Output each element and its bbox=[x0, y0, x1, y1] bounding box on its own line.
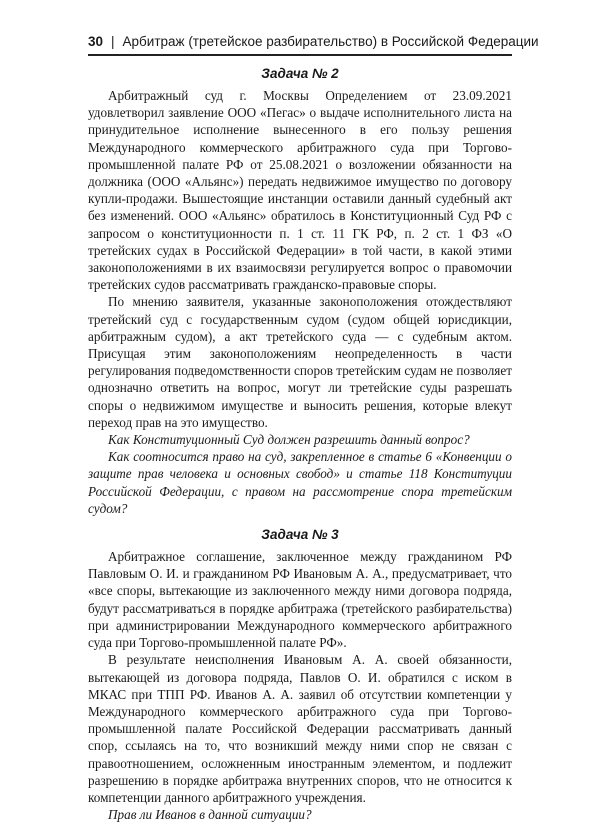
page-number: 30 bbox=[88, 34, 104, 49]
header-separator: | bbox=[111, 34, 115, 49]
task-3-question-1: Прав ли Иванов в данной ситуации? bbox=[108, 807, 312, 823]
task-2-question-2: Как соотносится право на суд, закрепленное в статье 6 «Конвенции о защите прав человека и основных свобод» и статье 118 Конституции Российской Федерации, с правом на рассмотрение спора третейским судом? bbox=[88, 449, 512, 516]
task-3-paragraph-2: В результате неисполнения Ивановым А. А. своей обязанности, вытекающей из договора подряда, Павлов О. И. обратился с иском в МКАС при ТПП РФ. Иванов А. А. заявил об отсутствии компетенции у Международного коммерческого арбитражного суда при Торгово-промышленной палате Российской Федерации рассматривать данный спор, ссылаясь на то, что возникший между ними спор не связан с правоотношением, осложненным иностранным элементом, и подлежит разрешению в порядке арбитража внутренних споров, что не относится к компетенции данного арбитражного учреждения. bbox=[88, 652, 512, 805]
task-3-title: Задача № 3 bbox=[261, 527, 339, 543]
running-title: Арбитраж (третейское разбирательство) в Российской Федерации bbox=[122, 34, 539, 49]
task-2-question-1: Как Конституционный Суд должен разрешить данный вопрос? bbox=[108, 432, 470, 448]
task-2-paragraph-1: Арбитражный суд г. Москвы Определением от 23.09.2021 удовлетворил заявление ООО «Пегас» о выдаче исполнительного листа на принудительное исполнение вынесенного в его пользу решения Международного коммерческого арбитражного суда при Торгово-промышленной палате РФ от 25.08.2021 о возложении обязанности на должника (ООО «Альянс») передать недвижимое имущество по договору купли-продажи. Вышестоящие инстанции оставили данный судебный акт без изменений. ООО «Альянс» обратилось в Конституционный Суд РФ с запросом о конституционности п. 1 ст. 11 ГК РФ, п. 2 ст. 1 ФЗ «О третейских судах в Российской Федерации» в той части, в какой этими законоположениями в их взаимосвязи регулируется вопрос о правомочии третейских судов рассматривать гражданско-правовые споры. bbox=[88, 88, 512, 293]
running-header bbox=[88, 34, 539, 56]
task-2-title: Задача № 2 bbox=[261, 66, 339, 81]
task-3-paragraph-1: Арбитражное соглашение, заключенное между гражданином РФ Павловым О. И. и гражданином РФ Ивановым А. А., предусматривает, что «все споры, вытекающие из заключенного между ними договора подряда, будут рассматриваться в порядке арбитража (третейского разбирательства) при администрировании Международного коммерческого арбитражного суда при Торгово-промышленной палате РФ». bbox=[88, 549, 512, 651]
task-2-paragraph-2: По мнению заявителя, указанные законоположения отождествляют третейский суд с государственным судом (судом общей юрисдикции, арбитражным судом), а акт третейского суда — с судебным актом. Присущая этим законоположениям неопределенность в части регулирования подведомственности споров третейским судам не позволяет однозначно ответить на вопрос, могут ли третейские суды разрешать споры о недвижимом имуществе и выносить решения, которые влекут переход прав на это имущество. bbox=[88, 294, 512, 430]
